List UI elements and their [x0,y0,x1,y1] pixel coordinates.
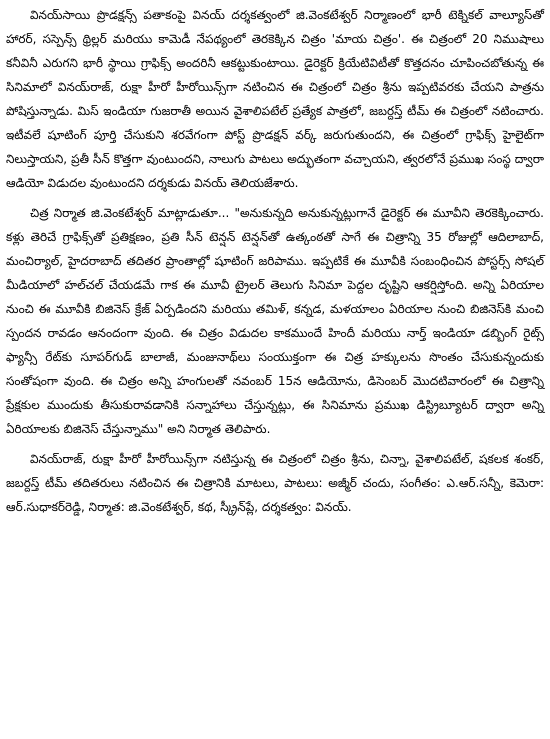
paragraph-credits: వినయ్‌రాజ్, రుక్షా హీరో హీరోయిన్స్‌గా నటిస్తున్న ఈ చిత్రంలో చిత్రం శ్రీను, చిన్నా, వైశాలిపటేల్, షకలక శంకర్, జబర్దస్త్ టీమ్ తదితరులు నటించిన ఈ చిత్రానికి మాటలు, పాటలు: అజ్మీర్ చందు, సంగీతం: ఎ.ఆర్.సన్నీ, కెమెరా: ఆర్.సుధాకర్‌రెడ్డి, నిర్మాత: జి.వెంకటేశ్వర్, కథ, స్క్రీన్‌ప్లే, దర్శకత్వం: వినయ్. [6,452,544,514]
paragraph-intro: వినయ్‌సాయి ప్రొడక్షన్స్ పతాకంపై వినయ్ దర్శకత్వంలో జి.వెంకటేశ్వర్ నిర్మాణంలో భారీ టెక్నికల్ వాల్యూస్‌తో హారర్, సస్పెన్స్ థ్రిల్లర్ మరియు కామెడీ నేపథ్యంలో తెరకెక్కిన చిత్రం 'మాయ చిత్రం'. ఈ చిత్రంలో 20 నిముషాలు కనీవినీ ఎరుగని భారీ స్థాయి గ్రాఫిక్స్ అందరినీ ఆకట్టుకుంటాయి. డైరెక్టర్ క్రియేటివిటీతో కొత్తదనం చూపించబోతున్న ఈ సినిమాలో వినయ్‌రాజ్, రుక్షా హీరో హీరోయిన్స్‌గా నటించిన ఈ చిత్రంలో చిత్రం శ్రీను ఇప్పటివరకు చేయని పాత్రను పోషిస్తున్నాడు. మిస్ ఇండియా గుజరాతీ అయిన వైశాలిపటేల్ ప్రత్యేక పాత్రలో, జబర్దస్త్ టీమ్ ఈ చిత్రంలో నటించారు. ఇటీవలే షూటింగ్ పూర్తి చేసుకుని శరవేగంగా పోస్ట్ ప్రొడక్షన్ వర్క్ జరుగుతుందని, ఈ చిత్రంలో గ్రాఫిక్స్ హైలైట్‌గా నిలుస్తాయని, ప్రతీ సీన్ కొత్తగా వుంటుందని, నాలుగు పాటలు అద్భుతంగా వచ్చాయని, త్వరలోనే ప్రముఖ సంస్థ ద్వారా ఆడియో విడుదల వుంటుందని దర్శకుడు వినయ్ తెలియజేశారు. [6,8,544,190]
paragraph-producer-quote: చిత్ర నిర్మాత జి.వెంకటేశ్వర్ మాట్లాడుతూ... "అనుకున్నది అనుకున్నట్లుగానే డైరెక్టర్ ఈ మూవీని తెరకెక్కించారు. కళ్లు తెరిచే గ్రాఫిక్స్‌తో ప్రతిక్షణం, ప్రతి సీన్ టెన్షన్ టెన్షన్‌తో ఉత్కంఠతో సాగే ఈ చిత్రాన్ని 35 రోజుల్లో ఆదిలాబాద్, మంచిర్యాల్, హైదరాబాద్ తదితర ప్రాంతాల్లో షూటింగ్ జరిపాము. ఇప్పటికే ఈ మూవీకి సంబంధించిన పోస్టర్స్ సోషల్ మీడియాలో హల్‌చల్ చేయడమే గాక ఈ మూవీ ట్రైలర్ తెలుగు సినిమా పెద్దల దృష్టిని ఆకర్షిస్తోంది. అన్ని ఏరియాల నుంచి ఈ మూవీకి బిజినెస్ క్రేజ్ ఏర్పడిందని మరియు తమిళ్, కన్నడ, మళయాలం ఏరియాల నుంచి బిజినెస్‌కి మంచి స్పందన రావడం ఆనందంగా వుంది. ఈ చిత్రం విడుదల కాకముందే హిందీ మరియు నార్త్ ఇండియా డబ్బింగ్ రైట్స్ ఫ్యాన్సీ రేట్‌కు సూపర్‌గుడ్ బాలాజీ, మంజునాథ్‌లు సంయుక్తంగా ఈ చిత్ర హక్కులను సొంతం చేసుకున్నందుకు సంతోషంగా వుంది. ఈ చిత్రం అన్ని హంగులతో నవంబర్ 15న ఆడియోను, డిసెంబర్ మొదటివారంలో ఈ చిత్రాన్ని ప్రేక్షకుల ముందుకు తీసుకురావడానికి సన్నాహాలు చేస్తున్నట్లు, ఈ సినిమాను ప్రముఖ డిస్ట్రిబ్యూటర్ ద్వారా అన్ని ఏరియాలకు బిజినెస్ చేస్తున్నాము" అని నిర్మాత తెలిపారు. [6,206,544,436]
